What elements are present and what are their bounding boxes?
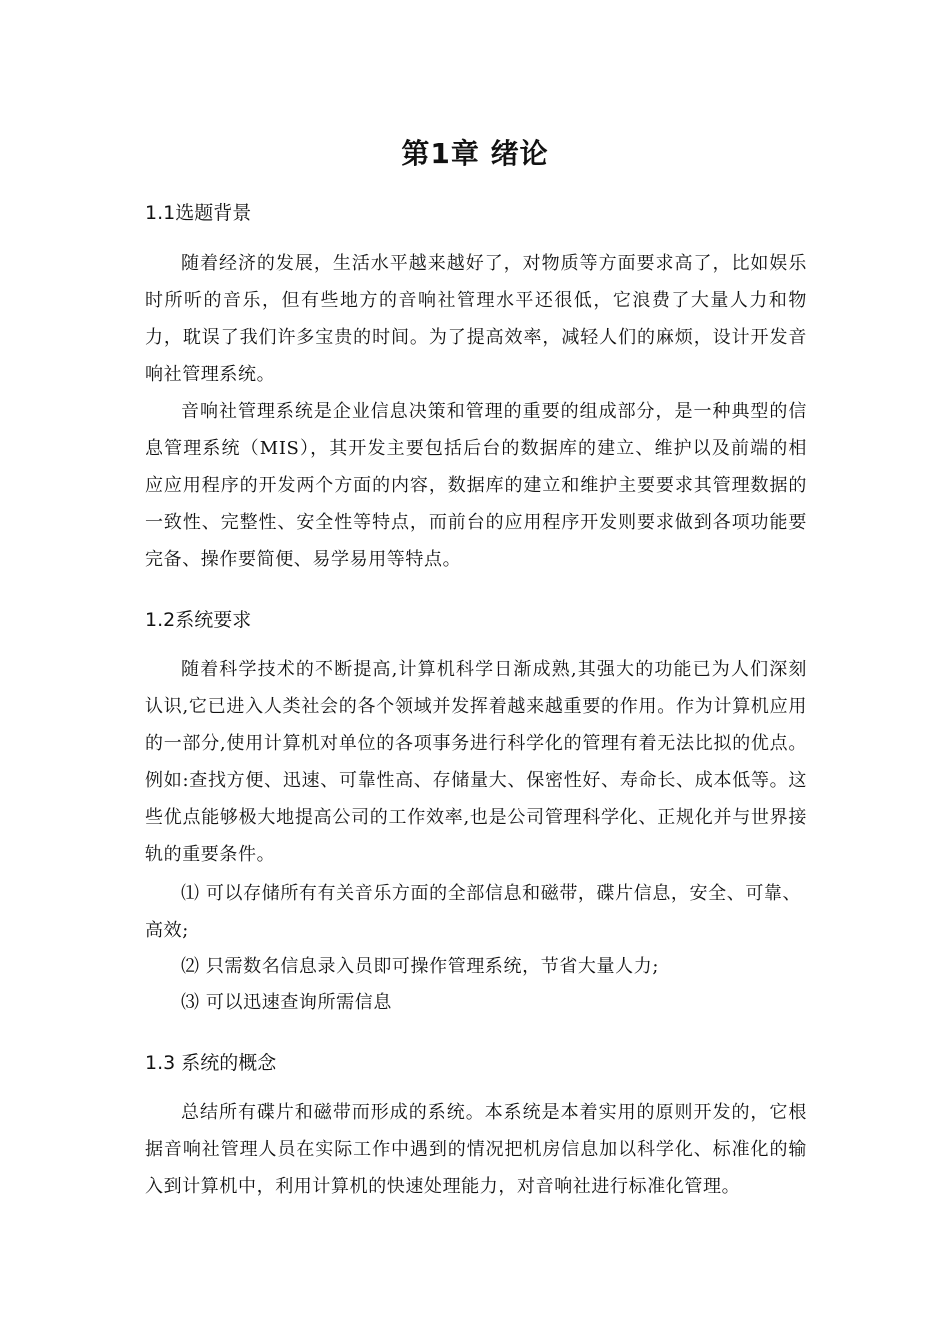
list-item-3: ⑶ 可以迅速查询所需信息 (181, 992, 392, 1013)
section-heading-1-2: 1.2系统要求 (145, 609, 252, 631)
list-item-2: ⑵ 只需数名信息录入员即可操作管理系统，节省大量人力; (181, 956, 659, 977)
section-heading-1-1: 1.1选题背景 (145, 202, 252, 224)
section-heading-1-3: 1.3 系统的概念 (145, 1052, 277, 1074)
paragraph-background-2: 音响社管理系统是企业信息决策和管理的重要的组成部分，是一种典型的信息管理系统（MIS），其开发主要包括后台的数据库的建立、维护以及前端的相应应用程序的开发两个方面的内容，数据库的建立和维护主要要求其管理数据的一致性、完整性、安全性等特点，而前台的应用程序开发则要求做到各项功能要完备、操作要简便、易学易用等特点。 (145, 401, 807, 570)
list-item-1: ⑴ 可以存储所有有关音乐方面的全部信息和磁带，碟片信息，安全、可靠、高效; (145, 883, 802, 941)
paragraph-background-1: 随着经济的发展，生活水平越来越好了，对物质等方面要求高了，比如娱乐时所听的音乐，但有些地方的音响社管理水平还很低，它浪费了大量人力和物力，耽误了我们许多宝贵的时间。为了提高效率，减轻人们的麻烦，设计开发音响社管理系统。 (145, 253, 807, 385)
paragraph-concept: 总结所有碟片和磁带而形成的系统。本系统是本着实用的原则开发的，它根据音响社管理人员在实际工作中遇到的情况把机房信息加以科学化、标准化的输入到计算机中，利用计算机的快速处理能力，对音响社进行标准化管理。 (145, 1102, 807, 1197)
chapter-title: 第1章 绪论 (401, 137, 549, 170)
paragraph-requirements: 随着科学技术的不断提高,计算机科学日渐成熟,其强大的功能已为人们深刻认识,它已进入人类社会的各个领域并发挥着越来越重要的作用。作为计算机应用的一部分,使用计算机对单位的各项事务进行科学化的管理有着无法比拟的优点。例如:查找方便、迅速、可靠性高、存储量大、保密性好、寿命长、成本低等。这些优点能够极大地提高公司的工作效率,也是公司管理科学化、正规化并与世界接轨的重要条件。 (145, 659, 807, 865)
